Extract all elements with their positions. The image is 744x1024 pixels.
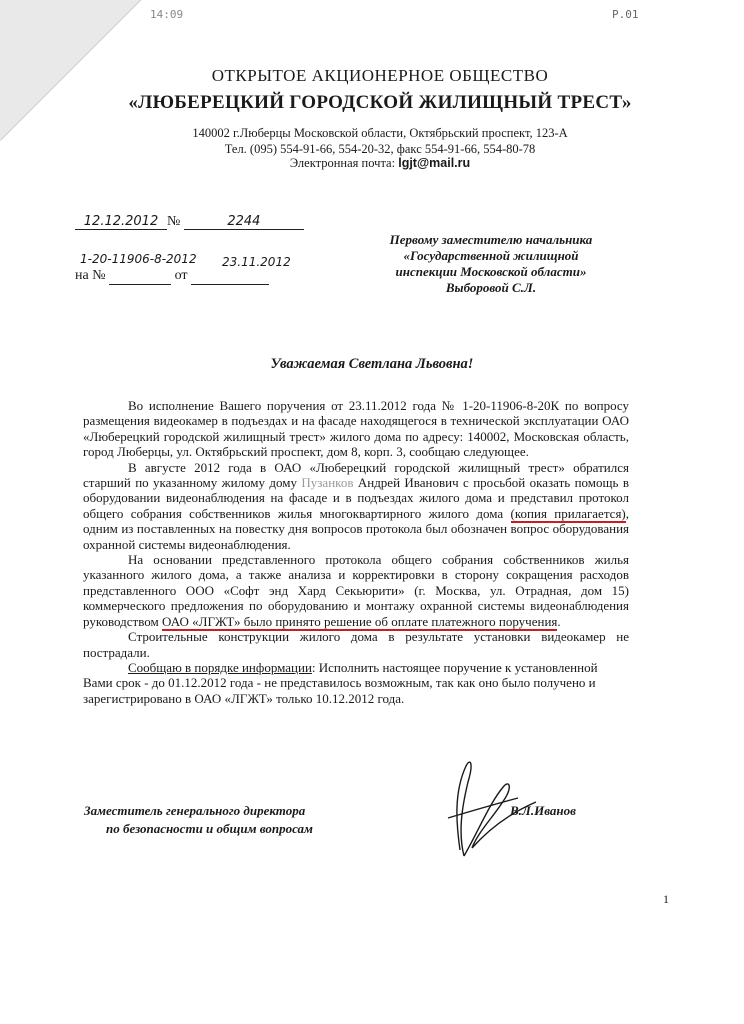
reply-from-label: от bbox=[174, 268, 188, 283]
addressee-block bbox=[360, 232, 622, 296]
outgoing-date: 12.12.2012 bbox=[75, 214, 167, 230]
number-sign: № bbox=[167, 214, 181, 229]
reply-registration bbox=[75, 268, 269, 285]
addressee-line: «Государственной жилищной bbox=[403, 248, 579, 263]
reply-number-handwritten: 1-20-11906-8-2012 bbox=[80, 252, 197, 266]
highlighted-copy-attached: (копия прилагается) bbox=[510, 505, 626, 521]
email-address: lgjt@mail.ru bbox=[398, 156, 471, 170]
email-label: Электронная почта: bbox=[289, 156, 396, 170]
company-type: ОТКРЫТОЕ АКЦИОНЕРНОЕ ОБЩЕСТВО bbox=[211, 66, 549, 85]
paragraph-4: Строительные конструкции жилого дома в результате установки видеокамер не пострадали. bbox=[83, 629, 629, 660]
reply-date-handwritten: 23.11.2012 bbox=[222, 255, 291, 269]
signatory-position-line: по безопасности и общим вопросам bbox=[106, 821, 313, 836]
reply-prefix: на № bbox=[75, 268, 106, 283]
signatory-name: В.Л.Иванов bbox=[510, 803, 576, 818]
highlighted-decision: ОАО «ЛГЖТ» было принято решение об оплате платежного поручения bbox=[162, 613, 558, 629]
fax-page-number: P.01 bbox=[612, 8, 639, 21]
company-phones: Тел. (095) 554-91-66, 554-20-32, факс 554-91-66, 554-80-78 bbox=[224, 142, 536, 156]
info-underlined: Сообщаю в порядке информации bbox=[128, 659, 312, 675]
company-email-line bbox=[60, 156, 700, 171]
outgoing-registration bbox=[75, 214, 304, 230]
margin-mark: 1 bbox=[663, 892, 669, 906]
signatory-position-line: Заместитель генерального директора bbox=[84, 803, 306, 818]
addressee-name: Выборовой С.Л. bbox=[445, 280, 537, 295]
company-name: «ЛЮБЕРЕЦКИЙ ГОРОДСКОЙ ЖИЛИЩНЫЙ ТРЕСТ» bbox=[128, 92, 632, 113]
addressee-line: Первому заместителю начальника bbox=[389, 232, 593, 247]
paragraph-1: Во исполнение Вашего поручения от 23.11.2012 года № 1-20-11906-8-20К по вопросу размещения видеокамер в подъездах и на фасаде находящегося в технической эксплуатации ОАО «Люберецкий городской жилищный трест» жилого дома по адресу: 140002, Московская область, город Люберцы, ул. Октябрьский проспект, дом 8, корп. 3, сообщаю следующее. bbox=[83, 398, 629, 460]
fax-timestamp: 14:09 bbox=[150, 8, 184, 21]
company-address: 140002 г.Люберцы Московской области, Октябрьский проспект, 123-А bbox=[192, 126, 568, 140]
redacted-name: Пузанков bbox=[301, 475, 354, 491]
paragraph-2: В августе 2012 года в ОАО «Люберецкий городской жилищный трест» обратился старший по указанному жилому дому Пузанков Андрей Иванович с просьбой оказать помощь в оборудовании видеонаблюдения на фасаде и в подъездах жилого дома и представил протокол общего собрания собственников жилья многоквартирного жилого дома (копия прилагается), одним из поставленных на повестку дня вопросов протокола был обозначен вопрос оборудования охранной системы видеонаблюдения. bbox=[83, 459, 629, 552]
salutation: Уважаемая Светлана Львовна! bbox=[270, 356, 474, 372]
outgoing-number: 2244 bbox=[184, 214, 304, 230]
signatory-position bbox=[84, 802, 313, 838]
addressee-line: инспекции Московской области» bbox=[395, 264, 587, 279]
paragraph-3: На основании представленного протокола общего собрания собственников жилья указанного жилого дома, а также анализа и корректировки в сторону сокращения расходов представленного ООО «Софт энд Хард Секьюрити» (г. Москва, ул. Отрадная, дом 15) коммерческого предложения по оборудованию и монтажу охранной системы видеонаблюдения руководством ОАО «ЛГЖТ» было принято решение об оплате платежного поручения. bbox=[83, 552, 629, 629]
letter-body bbox=[83, 398, 629, 706]
paragraph-5: Сообщаю в порядке информации: Исполнить настоящее поручение к установленной Вами срок - до 01.12.2012 года - не представилось возможным, так как оно было получено и зарегистрировано в ОАО «ЛГЖТ» только 10.12.2012 года. bbox=[83, 659, 598, 706]
